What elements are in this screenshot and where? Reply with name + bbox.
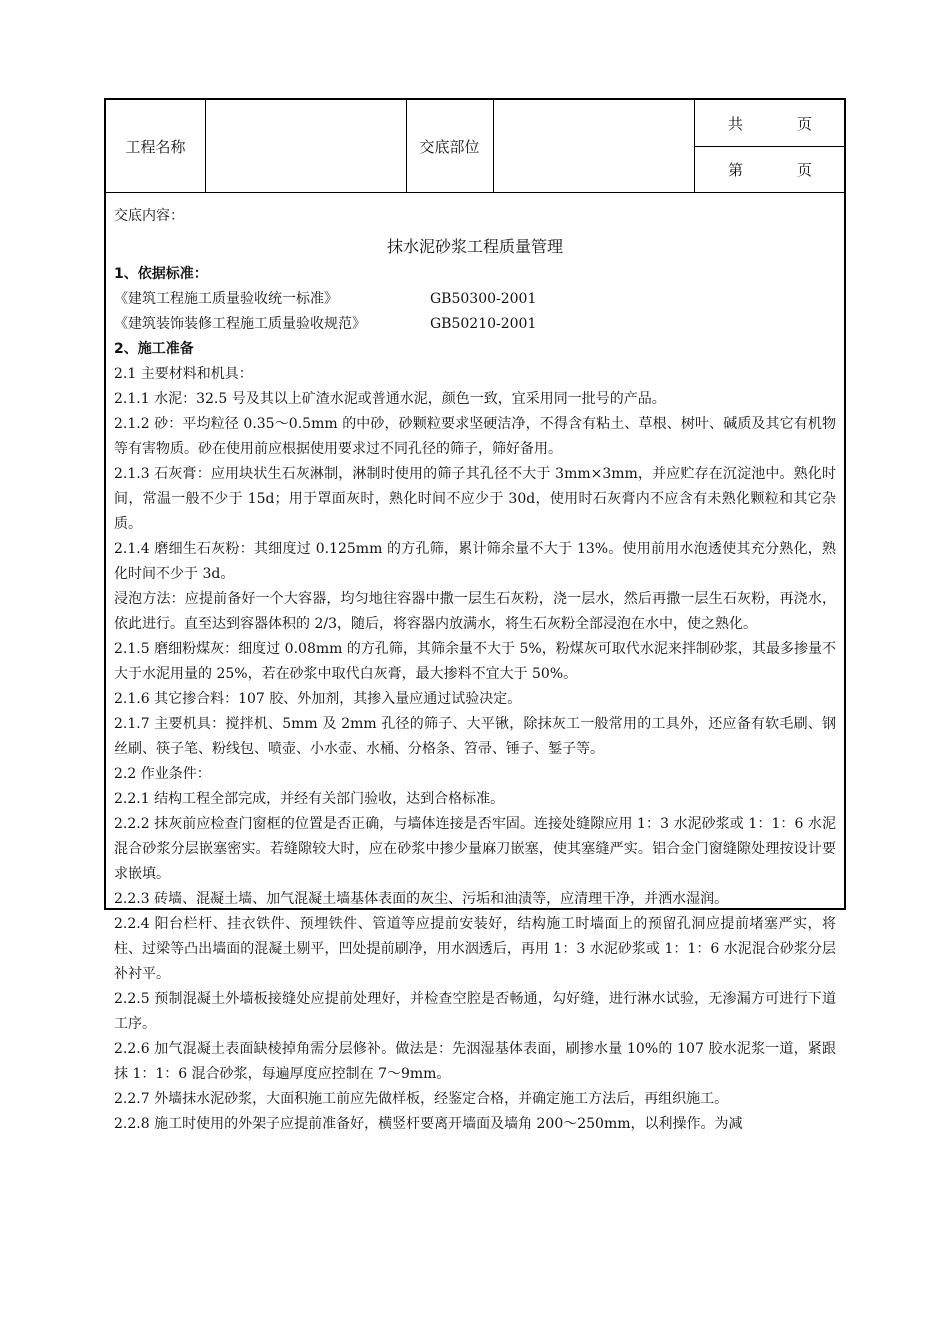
form-header <box>106 100 844 193</box>
current-page-suffix: 页 <box>797 160 813 179</box>
paragraph: 2.2.8 施工时使用的外架子应提前准备好，横竖杆要离开墙面及墙角 200～250mm，以利操作。为减 <box>114 1116 743 1132</box>
paragraph: 2.1.1 水泥：32.5 号及其以上矿渣水泥或普通水泥，颜色一致，宜采用同一批号的产品。 <box>114 391 666 407</box>
location-value[interactable] <box>493 100 694 192</box>
standard-code: GB50300-2001 <box>430 291 537 307</box>
paragraph: 2.2.3 砖墙、混凝土墙、加气混凝土墙基体表面的灰尘、污垢和油渍等，应清理干净，并洒水湿润。 <box>114 891 729 907</box>
standard-item <box>114 287 836 312</box>
paragraph: 2.2.5 预制混凝土外墙板接缝处应提前处理好，并检查空腔是否畅通，勾好缝，进行淋水试验，无渗漏方可进行下道工序。 <box>114 991 836 1032</box>
project-name-label: 工程名称 <box>125 137 186 156</box>
paragraph: 2.1.2 砂：平均粒径 0.35～0.5mm 的中砂，砂颗粒要求坚硬洁净，不得含有粘土、草根、树叶、碱质及其它有机物等有害物质。砂在使用前应根据使用要求过不同孔径的筛子，筛好备用。 <box>114 416 836 457</box>
paragraph: 2.1 主要材料和机具： <box>114 366 253 382</box>
total-label: 共 <box>728 114 744 133</box>
total-pages-row <box>694 100 844 146</box>
paragraph: 2.1.7 主要机具：搅拌机、5mm 及 2mm 孔径的筛子、大平锹，除抹灰工一般常用的工具外，还应备有软毛刷、钢丝刷、筷子笔、粉线包、喷壶、小水壶、水桶、分格条、笤帚、锤子、錾子等。 <box>114 716 836 757</box>
paragraph: 2.1.3 石灰膏：应用块状生石灰淋制，淋制时使用的筛子其孔径不大于 3mm×3mm，并应贮存在沉淀池中。熟化时间，常温一般不少于 15d；用于罩面灰时，熟化时间不应少于 30d，使用时石灰膏内不应含有未熟化颗粒和其它杂质。 <box>114 466 836 532</box>
section-heading: 1、依据标准： <box>114 266 208 282</box>
paragraph: 2.2 作业条件： <box>114 766 211 782</box>
document-form <box>104 98 846 1132</box>
location-label: 交底部位 <box>419 137 480 156</box>
current-label: 第 <box>728 160 744 179</box>
paragraph: 2.1.5 磨细粉煤灰：细度过 0.08mm 的方孔筛，其筛余量不大于 5%，粉煤灰可取代水泥来拌制砂浆，其最多掺量不大于水泥用量的 25%，若在砂浆中取代白灰膏，最大掺料不宜大于 50%。 <box>114 641 836 682</box>
paragraph-list <box>114 362 836 1137</box>
paragraph: 2.2.2 抹灰前应检查门窗框的位置是否正确，与墙体连接是否牢固。连接处缝隙应用 1：3 水泥砂浆或 1：1：6 水泥混合砂浆分层嵌塞密实。若缝隙较大时，应在砂浆中掺少量麻刀嵌塞，使其塞缝严实。铝合金门窗缝隙处理按设计要求嵌填。 <box>114 816 836 882</box>
paragraph: 2.1.6 其它掺合料：107 胶、外加剂，其掺入量应通过试验决定。 <box>114 691 522 707</box>
document-title: 抹水泥砂浆工程质量管理 <box>386 237 563 256</box>
paragraph: 2.1.4 磨细生石灰粉：其细度过 0.125mm 的方孔筛，累计筛余量不大于 13%。使用前用水泡透使其充分熟化，熟化时间不少于 3d。 <box>114 541 836 582</box>
standard-item <box>114 312 836 337</box>
current-page-row <box>694 146 844 192</box>
total-page-suffix: 页 <box>797 114 813 133</box>
briefing-content <box>114 204 836 1137</box>
paragraph: 2.2.7 外墙抹水泥砂浆，大面积施工前应先做样板，经鉴定合格，并确定施工方法后，再组织施工。 <box>114 1091 729 1107</box>
paragraph: 2.2.6 加气混凝土表面缺棱掉角需分层修补。做法是：先洇湿基体表面，刷掺水量 10%的 107 胶水泥浆一道，紧跟抹 1：1：6 混合砂浆，每遍厚度应控制在 7～9mm。 <box>114 1041 836 1082</box>
paragraph: 2.2.1 结构工程全部完成，并经有关部门验收，达到合格标准。 <box>114 791 505 807</box>
standard-code: GB50210-2001 <box>430 316 537 332</box>
project-name-value[interactable] <box>205 100 406 192</box>
standard-name: 《建筑装饰装修工程施工质量验收规范》 <box>114 316 366 332</box>
intro-label: 交底内容： <box>114 208 184 224</box>
section-heading: 2、施工准备 <box>114 341 194 357</box>
standard-name: 《建筑工程施工质量验收统一标准》 <box>114 291 338 307</box>
paragraph: 2.2.4 阳台栏杆、挂衣铁件、预埋铁件、管道等应提前安装好，结构施工时墙面上的预留孔洞应提前堵塞严实，将柱、过梁等凸出墙面的混凝土剔平，凹处提前刷净，用水洇透后，再用 1：3 水泥砂浆或 1：1：6 水泥混合砂浆分层补衬平。 <box>114 916 836 982</box>
paragraph: 浸泡方法：应提前备好一个大容器，均匀地往容器中撒一层生石灰粉，浇一层水，然后再撒一层生石灰粉，再浇水，依此进行。直至达到容器体积的 2/3，随后，将容器内放满水，将生石灰粉全部浸泡在水中，使之熟化。 <box>114 591 836 632</box>
